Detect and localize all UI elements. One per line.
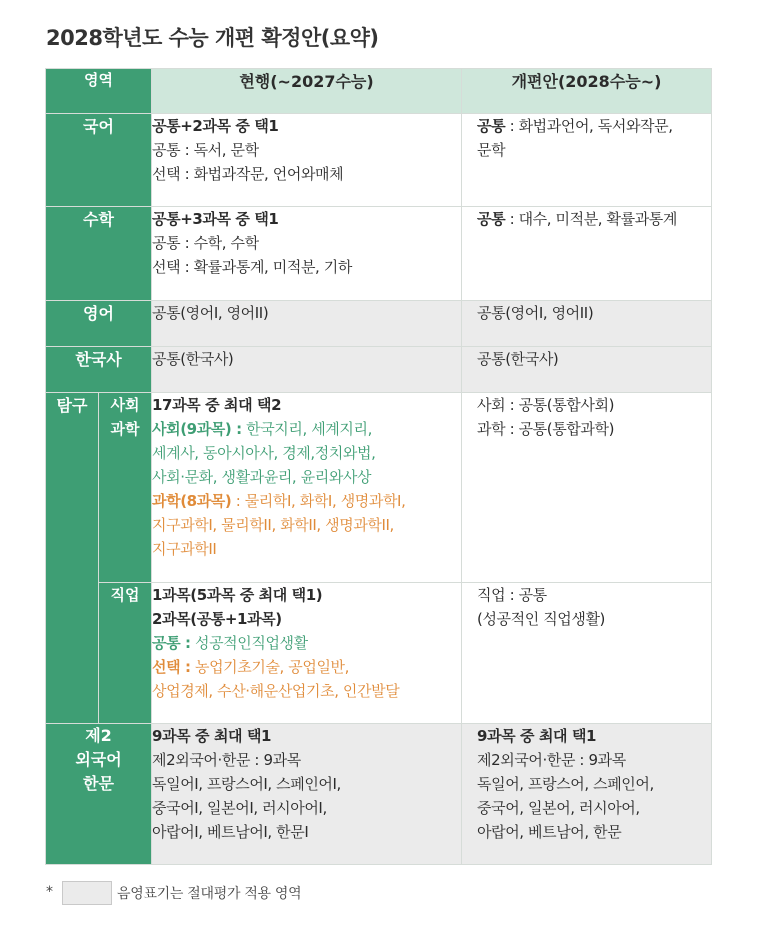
header-row <box>46 69 712 114</box>
second-lang-current-2: 독일어I, 프랑스어I, 스페인어I, <box>152 775 341 793</box>
social-revised <box>462 393 712 583</box>
row-korean <box>46 114 712 207</box>
row-inquiry-vocational <box>46 583 712 724</box>
vocational-current <box>152 583 462 724</box>
vocational-current-1: 1과목(5과목 중 최대 택1) <box>152 586 323 604</box>
history-current: 공통(한국사) <box>152 347 462 393</box>
second-lang-revised-4: 아랍어, 베트남어, 한문 <box>477 823 622 841</box>
footnote-text: 음영표기는 절대평가 적용 영역 <box>117 886 302 902</box>
area-korean: 국어 <box>46 114 152 207</box>
second-lang-revised-head: 9과목 중 최대 택1 <box>477 727 597 745</box>
social-items-3: 사회·문화, 생활과윤리, 윤리와사상 <box>152 468 372 486</box>
second-lang-current-head: 9과목 중 최대 택1 <box>152 727 272 745</box>
social-items-2: 세계사, 동아시아사, 경제,정치와법, <box>152 444 376 462</box>
row-second-language <box>46 724 712 865</box>
vocational-elective-items-1: 농업기초기술, 공업일반, <box>190 658 349 676</box>
row-history <box>46 347 712 393</box>
second-lang-current-1: 제2외국어·한문 : 9과목 <box>152 751 301 769</box>
second-language-revised <box>462 724 712 865</box>
korean-revised <box>462 114 712 207</box>
sub-social-science <box>99 393 152 583</box>
second-language-current <box>152 724 462 865</box>
area-math: 수학 <box>46 207 152 301</box>
comparison-table <box>45 68 712 865</box>
vocational-current-2: 2과목(공통+1과목) <box>152 610 282 628</box>
second-lang-revised-2: 독일어, 프랑스어, 스페인어, <box>477 775 654 793</box>
vocational-revised <box>462 583 712 724</box>
sub-social-label: 사회 <box>110 396 140 414</box>
math-revised-items: : 대수, 미적분, 확률과통계 <box>505 210 677 228</box>
area-inquiry: 탐구 <box>46 393 99 724</box>
korean-current <box>152 114 462 207</box>
area-second-language-2: 외국어 <box>75 750 122 769</box>
second-lang-revised-1: 제2외국어·한문 : 9과목 <box>477 751 626 769</box>
korean-current-head: 공통+2과목 중 택1 <box>152 117 279 135</box>
science-items-1: : 물리학I, 화학I, 생명과학I, <box>231 492 406 510</box>
korean-revised-label: 공통 <box>477 117 506 135</box>
header-current: 현행(~2027수능) <box>152 69 462 114</box>
second-lang-revised-3: 중국어, 일본어, 러시아어, <box>477 799 640 817</box>
vocational-common-label: 공통 : <box>152 634 191 652</box>
area-second-language-3: 한문 <box>83 774 114 793</box>
header-area: 영역 <box>46 69 152 114</box>
social-label: 사회(9과목) : <box>152 420 242 438</box>
math-current-elective: 선택 : 확률과통계, 미적분, 기하 <box>152 258 352 276</box>
sub-science-label: 과학 <box>110 420 140 438</box>
social-items-1: 한국지리, 세계지리, <box>241 420 372 438</box>
english-current: 공통(영어I, 영어II) <box>152 301 462 347</box>
history-revised: 공통(한국사) <box>462 347 712 393</box>
korean-revised-items: : 화법과언어, 독서와작문, <box>505 117 673 135</box>
second-lang-current-4: 아랍어I, 베트남어I, 한문I <box>152 823 309 841</box>
vocational-elective-label: 선택 : <box>152 658 191 676</box>
korean-revised-items-2: 문학 <box>477 141 506 159</box>
social-revised-2: 과학 : 공통(통합과학) <box>477 420 615 438</box>
korean-current-common: 공통 : 독서, 문학 <box>152 141 259 159</box>
footnote-star: * <box>46 884 53 900</box>
header-revised: 개편안(2028수능~) <box>462 69 712 114</box>
page-title: 2028학년도 수능 개편 확정안(요약) <box>46 26 379 50</box>
english-revised: 공통(영어I, 영어II) <box>462 301 712 347</box>
korean-current-elective: 선택 : 화법과작문, 언어와매체 <box>152 165 344 183</box>
math-current-common: 공통 : 수학, 수학 <box>152 234 259 252</box>
vocational-elective-items-2: 상업경제, 수산·해운산업기초, 인간발달 <box>152 682 400 700</box>
row-english <box>46 301 712 347</box>
area-english: 영어 <box>46 301 152 347</box>
row-inquiry-social <box>46 393 712 583</box>
science-label: 과학(8과목) <box>152 492 232 510</box>
math-current-head: 공통+3과목 중 택1 <box>152 210 279 228</box>
math-revised-label: 공통 <box>477 210 506 228</box>
footnote-shade-swatch <box>62 881 112 905</box>
vocational-common-items: 성공적인직업생활 <box>190 634 308 652</box>
vocational-revised-1: 직업 : 공통 <box>477 586 547 604</box>
area-second-language-1: 제2 <box>85 726 112 745</box>
row-math <box>46 207 712 301</box>
social-current <box>152 393 462 583</box>
second-lang-current-3: 중국어I, 일본어I, 러시아어I, <box>152 799 327 817</box>
science-items-2: 지구과학I, 물리학II, 화학II, 생명과학II, <box>152 516 394 534</box>
science-items-3: 지구과학II <box>152 540 217 558</box>
social-current-head: 17과목 중 최대 택2 <box>152 396 282 414</box>
math-current <box>152 207 462 301</box>
sub-vocational: 직업 <box>99 583 152 724</box>
vocational-revised-2: (성공적인 직업생활) <box>477 610 606 628</box>
math-revised <box>462 207 712 301</box>
social-revised-1: 사회 : 공통(통합사회) <box>477 396 615 414</box>
area-second-language <box>46 724 152 865</box>
area-history: 한국사 <box>46 347 152 393</box>
